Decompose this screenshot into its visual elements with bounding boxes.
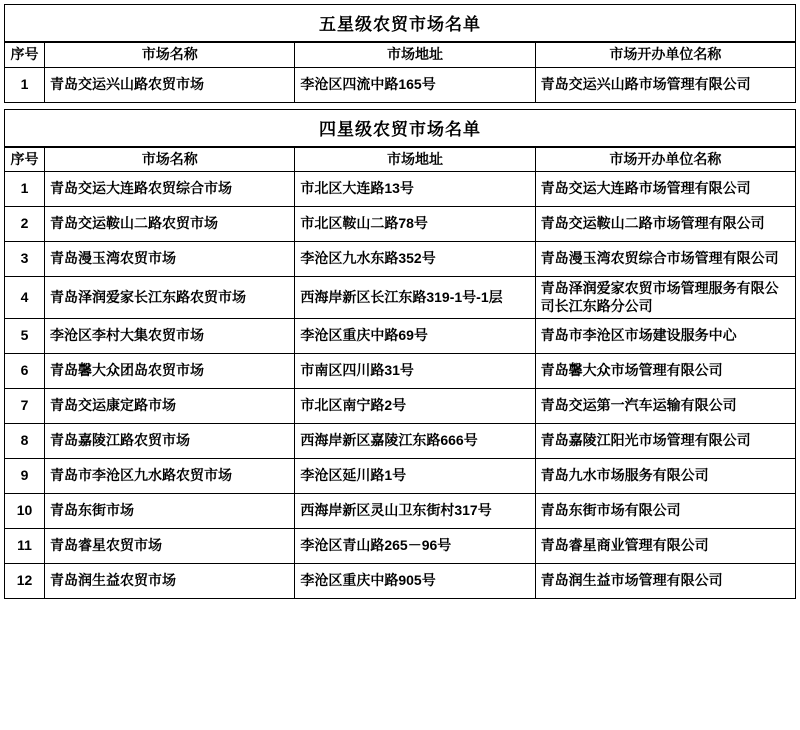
cell-market-name: 青岛嘉陵江路农贸市场: [45, 424, 295, 459]
table-row: [5, 459, 796, 494]
section-five-star: [4, 4, 796, 103]
cell-market-address: 市南区四川路31号: [295, 354, 535, 389]
cell-market-address: 市北区大连路13号: [295, 172, 535, 207]
cell-market-org: 青岛交运第一汽车运输有限公司: [535, 389, 795, 424]
header-cell-name: 市场名称: [45, 147, 295, 172]
header-cell-org: 市场开办单位名称: [535, 147, 795, 172]
cell-no: 1: [5, 172, 45, 207]
cell-market-address: 李沧区九水东路352号: [295, 242, 535, 277]
cell-market-org: 青岛泽润爱家农贸市场管理服务有限公司长江东路分公司: [535, 277, 795, 319]
cell-no: 8: [5, 424, 45, 459]
cell-market-address: 西海岸新区嘉陵江东路666号: [295, 424, 535, 459]
cell-market-org: 青岛睿星商业管理有限公司: [535, 529, 795, 564]
cell-no: 4: [5, 277, 45, 319]
cell-market-name: 青岛漫玉湾农贸市场: [45, 242, 295, 277]
cell-market-name: 青岛润生益农贸市场: [45, 564, 295, 599]
header-cell-no: 序号: [5, 147, 45, 172]
cell-market-name: 青岛泽润爱家长江东路农贸市场: [45, 277, 295, 319]
cell-market-org: 青岛东街市场有限公司: [535, 494, 795, 529]
cell-market-org: 青岛九水市场服务有限公司: [535, 459, 795, 494]
cell-no: 3: [5, 242, 45, 277]
header-cell-address: 市场地址: [295, 147, 535, 172]
cell-market-address: 李沧区延川路1号: [295, 459, 535, 494]
cell-no: 11: [5, 529, 45, 564]
cell-no: 10: [5, 494, 45, 529]
cell-no: 9: [5, 459, 45, 494]
table-row: [5, 67, 796, 102]
cell-market-address: 李沧区重庆中路905号: [295, 564, 535, 599]
table-row: [5, 529, 796, 564]
cell-no: 5: [5, 319, 45, 354]
cell-market-address: 西海岸新区长江东路319-1号-1层: [295, 277, 535, 319]
cell-market-address: 李沧区重庆中路69号: [295, 319, 535, 354]
table-four-star: [4, 147, 796, 600]
section-title-five-star: 五星级农贸市场名单: [4, 4, 796, 42]
section-four-star: [4, 109, 796, 600]
table-row: [5, 242, 796, 277]
table-row: [5, 277, 796, 319]
cell-market-name: 李沧区李村大集农贸市场: [45, 319, 295, 354]
cell-market-org: 青岛漫玉湾农贸综合市场管理有限公司: [535, 242, 795, 277]
cell-market-name: 青岛馨大众团岛农贸市场: [45, 354, 295, 389]
cell-no: 2: [5, 207, 45, 242]
cell-market-address: 李沧区青山路265－96号: [295, 529, 535, 564]
cell-market-name: 青岛东街市场: [45, 494, 295, 529]
cell-market-org: 青岛交运鞍山二路市场管理有限公司: [535, 207, 795, 242]
cell-market-name: 青岛交运大连路农贸综合市场: [45, 172, 295, 207]
table-row: [5, 354, 796, 389]
table-body-five-star: [5, 67, 796, 102]
section-title-four-star: 四星级农贸市场名单: [4, 109, 796, 147]
cell-market-org: 青岛嘉陵江阳光市场管理有限公司: [535, 424, 795, 459]
header-cell-org: 市场开办单位名称: [535, 43, 795, 68]
table-five-star: [4, 42, 796, 103]
table-row: [5, 424, 796, 459]
cell-market-address: 西海岸新区灵山卫东街村317号: [295, 494, 535, 529]
cell-market-org: 青岛馨大众市场管理有限公司: [535, 354, 795, 389]
table-row: [5, 564, 796, 599]
cell-no: 1: [5, 67, 45, 102]
cell-market-address: 市北区南宁路2号: [295, 389, 535, 424]
cell-market-name: 青岛交运鞍山二路农贸市场: [45, 207, 295, 242]
table-row: [5, 319, 796, 354]
header-cell-no: 序号: [5, 43, 45, 68]
table-body-four-star: [5, 172, 796, 599]
cell-market-org: 青岛交运兴山路市场管理有限公司: [535, 67, 795, 102]
table-header-four-star: [5, 147, 796, 172]
cell-market-name: 青岛睿星农贸市场: [45, 529, 295, 564]
table-row: [5, 494, 796, 529]
table-row: [5, 389, 796, 424]
header-cell-name: 市场名称: [45, 43, 295, 68]
cell-no: 7: [5, 389, 45, 424]
cell-market-org: 青岛交运大连路市场管理有限公司: [535, 172, 795, 207]
cell-market-org: 青岛润生益市场管理有限公司: [535, 564, 795, 599]
cell-market-address: 市北区鞍山二路78号: [295, 207, 535, 242]
header-row: [5, 147, 796, 172]
cell-market-address: 李沧区四流中路165号: [295, 67, 535, 102]
header-row: [5, 43, 796, 68]
cell-market-name: 青岛市李沧区九水路农贸市场: [45, 459, 295, 494]
table-row: [5, 172, 796, 207]
table-header-five-star: [5, 43, 796, 68]
cell-no: 12: [5, 564, 45, 599]
cell-market-org: 青岛市李沧区市场建设服务中心: [535, 319, 795, 354]
header-cell-address: 市场地址: [295, 43, 535, 68]
cell-no: 6: [5, 354, 45, 389]
cell-market-name: 青岛交运兴山路农贸市场: [45, 67, 295, 102]
table-row: [5, 207, 796, 242]
cell-market-name: 青岛交运康定路市场: [45, 389, 295, 424]
